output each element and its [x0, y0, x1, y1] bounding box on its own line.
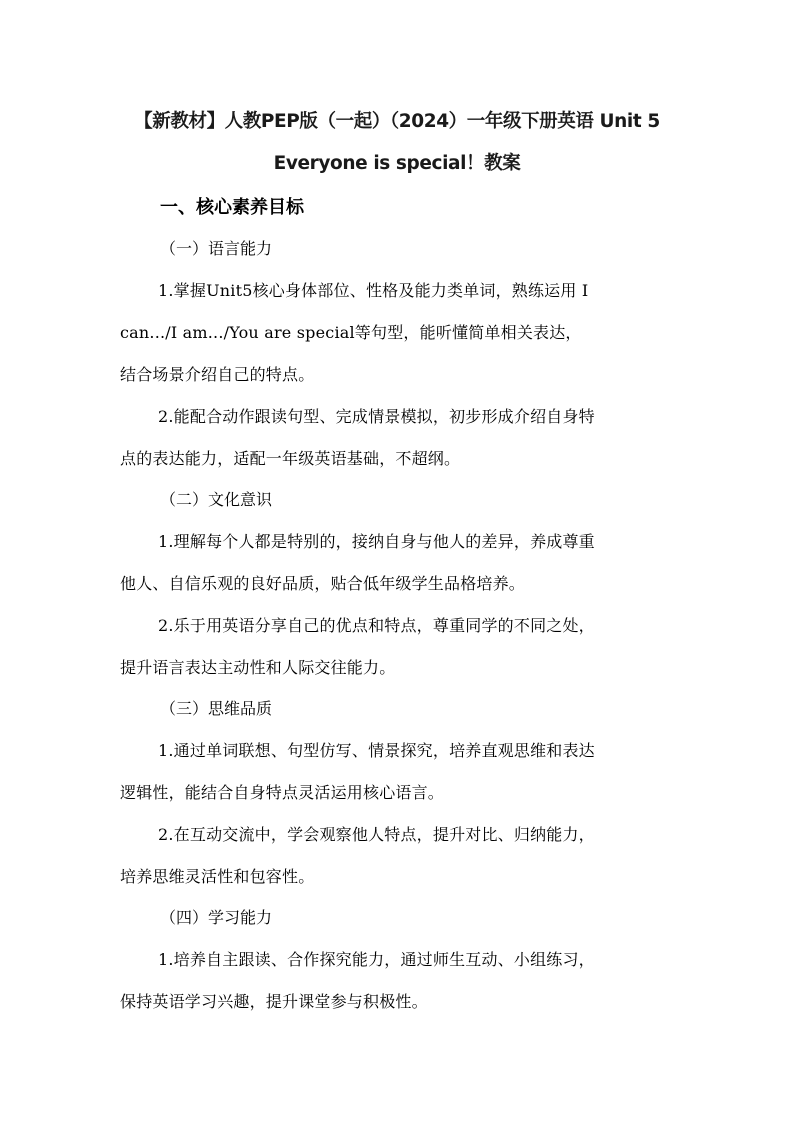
paragraph-line: 2.在互动交流中，学会观察他人特点，提升对比、归纳能力， [158, 825, 595, 844]
paragraph-line: can.../I am.../You are special等句型，能听懂简单相关表达， [120, 323, 582, 342]
subsection-heading-language: （一）语言能力 [160, 239, 273, 258]
paragraph-line: 提升语言表达主动性和人际交往能力。 [120, 658, 396, 677]
subsection-heading-learning: （四）学习能力 [160, 908, 273, 927]
document-title-line-1: 【新教材】人教PEP版（一起）（2024）一年级下册英语 Unit 5 [134, 111, 660, 132]
paragraph-line: 结合场景介绍自己的特点。 [120, 365, 315, 384]
paragraph-line: 培养思维灵活性和包容性。 [120, 867, 315, 886]
paragraph-line: 他人、自信乐观的良好品质，贴合低年级学生品格培养。 [120, 574, 526, 593]
paragraph-line: 1.培养自主跟读、合作探究能力，通过师生互动、小组练习， [158, 950, 595, 969]
subsection-heading-culture: （二）文化意识 [160, 490, 273, 509]
section-heading-core-goals: 一、核心素养目标 [160, 197, 304, 218]
paragraph-line: 保持英语学习兴趣，提升课堂参与积极性。 [120, 992, 428, 1011]
paragraph-line: 逻辑性，能结合自身特点灵活运用核心语言。 [120, 783, 445, 802]
paragraph-line: 1.通过单词联想、句型仿写、情景探究，培养直观思维和表达 [158, 741, 595, 760]
paragraph-line: 2.能配合动作跟读句型、完成情景模拟，初步形成介绍自身特 [158, 407, 595, 426]
paragraph-line: 1.掌握Unit5核心身体部位、性格及能力类单词，熟练运用 I [158, 281, 589, 300]
subsection-heading-thinking: （三）思维品质 [160, 699, 273, 718]
paragraph-line: 2.乐于用英语分享自己的优点和特点，尊重同学的不同之处， [158, 616, 595, 635]
paragraph-line: 1.理解每个人都是特别的，接纳自身与他人的差异，养成尊重 [158, 532, 595, 551]
document-title-line-2: Everyone is special！教案 [273, 153, 521, 174]
paragraph-line: 点的表达能力，适配一年级英语基础，不超纲。 [120, 449, 461, 468]
